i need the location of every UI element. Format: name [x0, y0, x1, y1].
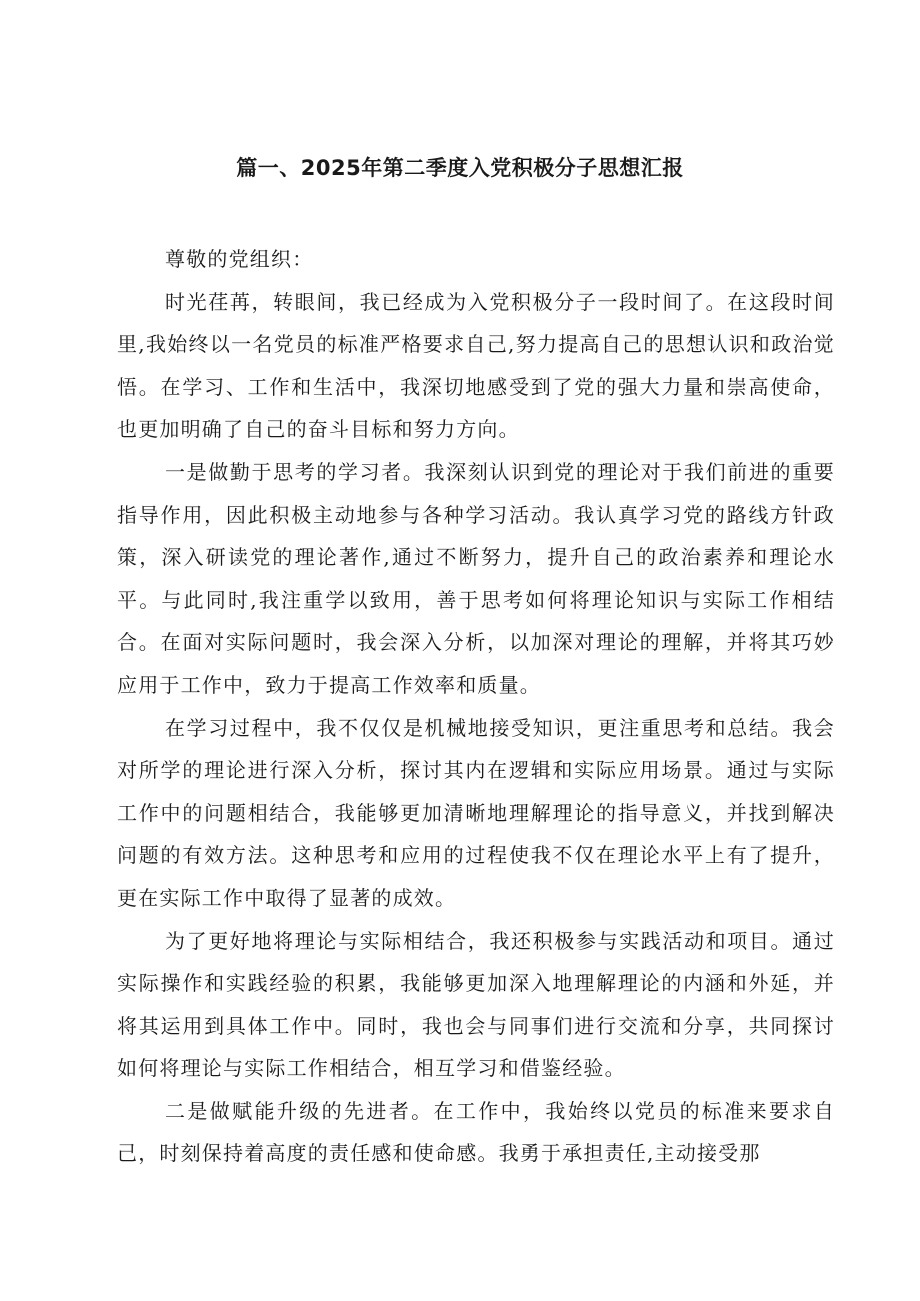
paragraph-2: 一是做勤于思考的学习者。我深刻认识到党的理论对于我们前进的重要指导作用，因此积极主动地参与各种学习活动。我认真学习党的路线方针政策，深入研读党的理论著作,通过不断努力，提升自己的政治素养和理论水平。与此同时,我注重学以致用，善于思考如何将理论知识与实际工作相结合。在面对实际问题时，我会深入分析，以加深对理论的理解，并将其巧妙应用于工作中，致力于提高工作效率和质量。: [117, 459, 835, 697]
paragraph-5: 二是做赋能升级的先进者。在工作中，我始终以党员的标准来要求自己，时刻保持着高度的责任感和使命感。我勇于承担责任,主动接受那: [117, 1098, 835, 1166]
paragraph-1: 时光荏苒，转眼间，我已经成为入党积极分子一段时间了。在这段时间里,我始终以一名党员的标准严格要求自己,努力提高自己的思想认识和政治觉悟。在学习、工作和生活中，我深切地感受到了党的强大力量和崇高使命，也更加明确了自己的奋斗目标和努力方向。: [117, 289, 835, 442]
paragraph-4: 为了更好地将理论与实际相结合，我还积极参与实践活动和项目。通过实际操作和实践经验的积累，我能够更加深入地理解理论的内涵和外延，并将其运用到具体工作中。同时，我也会与同事们进行交流和分享，共同探讨如何将理论与实际工作相结合，相互学习和借鉴经验。: [117, 928, 835, 1081]
salutation: 尊敬的党组织：: [165, 247, 314, 271]
paragraph-3: 在学习过程中，我不仅仅是机械地接受知识，更注重思考和总结。我会对所学的理论进行深入分析，探讨其内在逻辑和实际应用场景。通过与实际工作中的问题相结合，我能够更加清晰地理解理论的指导意义，并找到解决问题的有效方法。这种思考和应用的过程使我不仅在理论水平上有了提升，更在实际工作中取得了显著的成效。: [117, 715, 835, 910]
document-title: 篇一、2025年第二季度入党积极分子思想汇报: [236, 156, 684, 180]
document-body: [117, 238, 835, 1175]
